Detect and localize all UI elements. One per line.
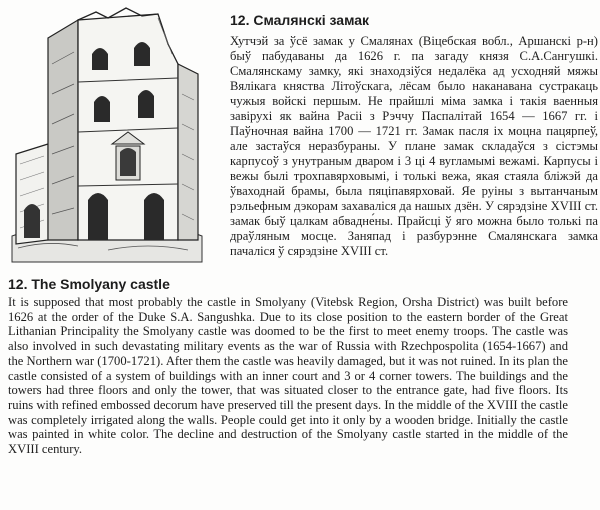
english-paragraph: It is supposed that most probably the castle in Smolyany (Vitebsk Region, Orsha District) was built before 1626 at the order of the Duke S.A. Sangushka. Due to its close position to the eastern border of the Great Lithanian Principality the Smolyany castle was doomed to be the first to meet enemy troops. The castle was also involved in such devastating military events as the war of Russia with Rzechpospolita (1654-1667) and the Northern war (1700-1721). After them the castle was heavily damaged, but it was not ruined. In its plan the castle consisted of a system of buildings with an inner court and 3 or 4 corner towers. The buildings and the towers had three floors and only the tower, that was situated closer to the entrance gate, had five floors. Its ruins with refined embossed decorum have preserved till the present days. In the middle of the XVIII the castle was completely irrigated along the walls. People could get into it only by a wooden bridge. Initially the castle was painted in white color. The decline and destruction of the Smolyany castle started in the middle of the XVIII century. xyxy=(8,295,568,457)
belarusian-paragraph: Хутчэй за ўсё замак у Смалянах (Віцебская вобл., Аршанскі р-н) быў пабудаваны да 1626 г. па загаду князя С.А.Сангушкі. Смалянскаму замку, які знаходзіўся недалёка ад усходняй мяжы Вялікага княства Літоўскага, лёсам было наканавана сустракаць чужыя войскі першым. Не прайшлі міма замка і такія ваенныя завірухі як вайна Расіі з Рэччу Паспалітай 1654 — 1667 гг. і Паўночная вайна 1700 — 1721 гг. Замак пасля іх моцна пацярпеў, але застаўся неразбураны. У плане замак складаўся з сістэмы карпусоў з унутраным дваром і 3 ці 4 вугламымі вежамі. Карпусы і вежы былі трохпавярховымі, і толькі вежа, якая стаяла бліжэй да ўваходнай брамы, была пяціпавярховай. Яе руіны з вытанчаным рэльефным дэкорам захаваліся да нашых дзён. У сярэдзіне XVIII ст. замак быў цалкам абвадне́ны. Прайсці ў яго можна было толькі па драўляным мосце. Заняпад і разбурэнне Смалянскага замка пачаліся ў сярэдзіне XVIII ст. xyxy=(230,34,598,258)
castle-ruin-illustration xyxy=(8,4,204,266)
belarusian-title: 12. Смалянскі замак xyxy=(230,12,370,28)
english-title: 12. The Smolyany castle xyxy=(8,276,170,292)
